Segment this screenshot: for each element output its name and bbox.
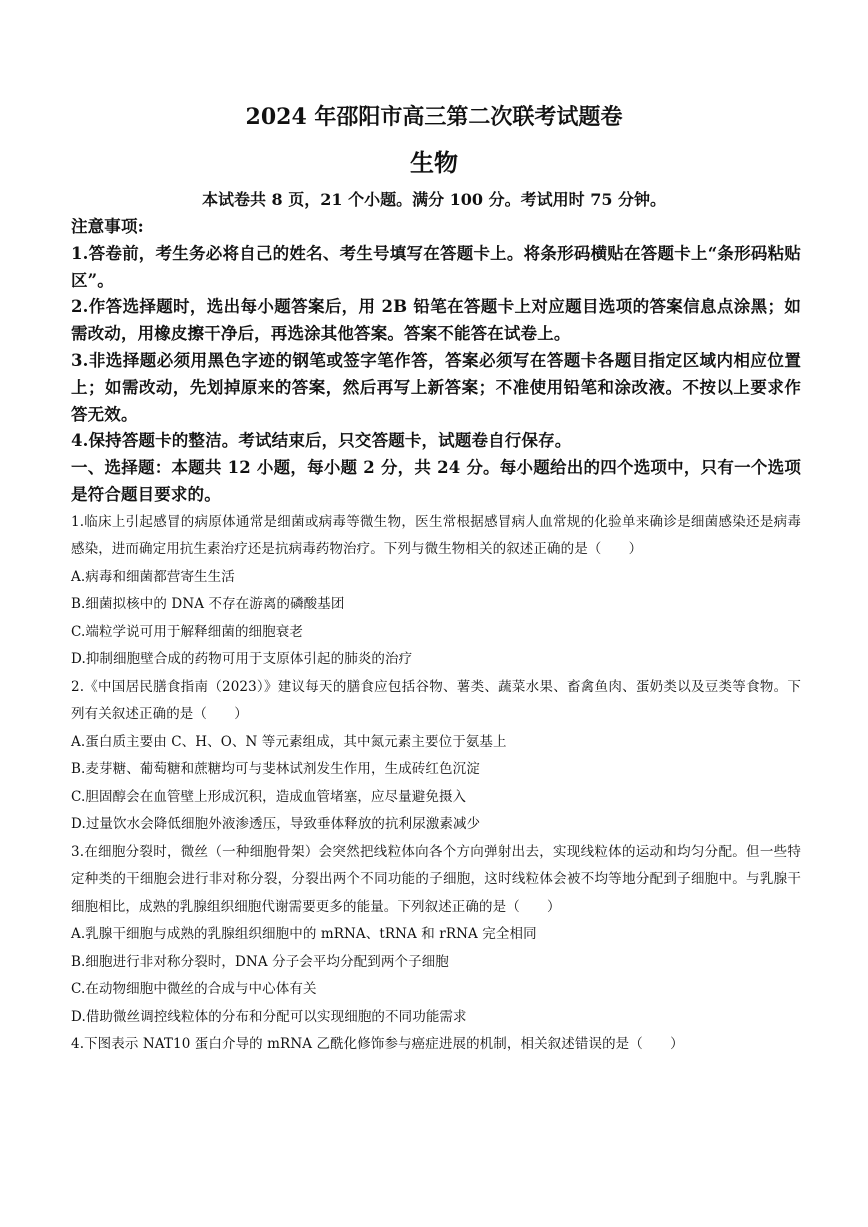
note-item: 1.答卷前，考生务必将自己的姓名、考生号填写在答题卡上。将条形码横贴在答题卡上“条形码粘贴区”。: [71, 243, 801, 290]
option-c: C.端粒学说可用于解释细菌的细胞衰老: [71, 623, 303, 640]
note-item: 3.非选择题必须用黑色字迹的钢笔或签字笔作答，答案必须写在答题卡各题目指定区域内相应位置上；如需改动，先划掉原来的答案，然后再写上新答案；不准使用铅笔和涂改液。不按以上要求作答无效。: [71, 350, 801, 424]
exam-info: 本试卷共 8 页，21 个小题。满分 100 分。考试用时 75 分钟。: [201, 190, 667, 209]
option-c: C.在动物细胞中微丝的合成与中心体有关: [71, 981, 317, 998]
note-item: 2.作答选择题时，选出每小题答案后，用 2B 铅笔在答题卡上对应题目选项的答案信息点涂黑；如需改动，用橡皮擦干净后，再选涂其他答案。答案不能答在试卷上。: [71, 297, 801, 344]
option-d: D.借助微丝调控线粒体的分布和分配可以实现细胞的不同功能需求: [71, 1008, 467, 1025]
question-stem: 3.在细胞分裂时，微丝（一种细胞骨架）会突然把线粒体向各个方向弹射出去，实现线粒体的运动和均匀分配。但一些特定种类的干细胞会进行非对称分裂，分裂出两个不同功能的子细胞，这时线粒体会被不均等地分配到子细胞中。与乳腺干细胞相比，成熟的乳腺组织细胞代谢需要更多的能量。下列叙述正确的是（ ）: [71, 843, 801, 915]
option-b: B.细胞进行非对称分裂时，DNA 分子会平均分配到两个子细胞: [71, 953, 449, 970]
notes-section: [71, 214, 801, 455]
question-stem: 2.《中国居民膳食指南（2023）》建议每天的膳食应包括谷物、薯类、蔬菜水果、畜禽鱼肉、蛋奶类以及豆类等食物。下列有关叙述正确的是（ ）: [71, 678, 801, 723]
subject-title: 生物: [410, 148, 458, 177]
option-d: D.过量饮水会降低细胞外液渗透压，导致垂体释放的抗利尿激素减少: [71, 816, 481, 833]
question-stem: 4.下图表示 NAT10 蛋白介导的 mRNA 乙酰化修饰参与癌症进展的机制，相关叙述错误的是（ ）: [71, 1036, 684, 1053]
section-heading: 一、选择题：本题共 12 小题，每小题 2 分，共 24 分。每小题给出的四个选项中，只有一个选项是符合题目要求的。: [71, 458, 801, 504]
option-a: A.蛋白质主要由 C、H、O、N 等元素组成，其中氮元素主要位于氨基上: [71, 733, 507, 750]
question-stem: 1.临床上引起感冒的病原体通常是细菌或病毒等微生物，医生常根据感冒病人血常规的化验单来确诊是细菌感染还是病毒感染，进而确定用抗生素治疗还是抗病毒药物治疗。下列与微生物相关的叙述正确的是（ ）: [71, 513, 801, 558]
option-a: A.病毒和细菌都营寄生生活: [71, 568, 235, 585]
option-b: B.细菌拟核中的 DNA 不存在游离的磷酸基团: [71, 596, 345, 613]
option-c: C.胆固醇会在血管壁上形成沉积，造成血管堵塞，应尽量避免摄入: [71, 788, 467, 805]
note-item: 4.保持答题卡的整洁。考试结束后，只交答题卡，试题卷自行保存。: [71, 431, 572, 451]
notes-heading: 注意事项:: [71, 217, 144, 236]
question-1: [71, 509, 801, 674]
exam-content: [71, 214, 801, 1059]
question-3: [71, 839, 801, 1032]
option-d: D.抑制细胞壁合成的药物可用于支原体引起的肺炎的治疗: [71, 651, 413, 668]
question-2: [71, 674, 801, 839]
option-b: B.麦芽糖、葡萄糖和蔗糖均可与斐林试剂发生作用，生成砖红色沉淀: [71, 761, 480, 778]
question-4: [71, 1031, 801, 1059]
exam-title: 2024 年邵阳市高三第二次联考试题卷: [245, 104, 623, 130]
option-a: A.乳腺干细胞与成熟的乳腺组织细胞中的 mRNA、tRNA 和 rRNA 完全相同: [71, 926, 537, 943]
